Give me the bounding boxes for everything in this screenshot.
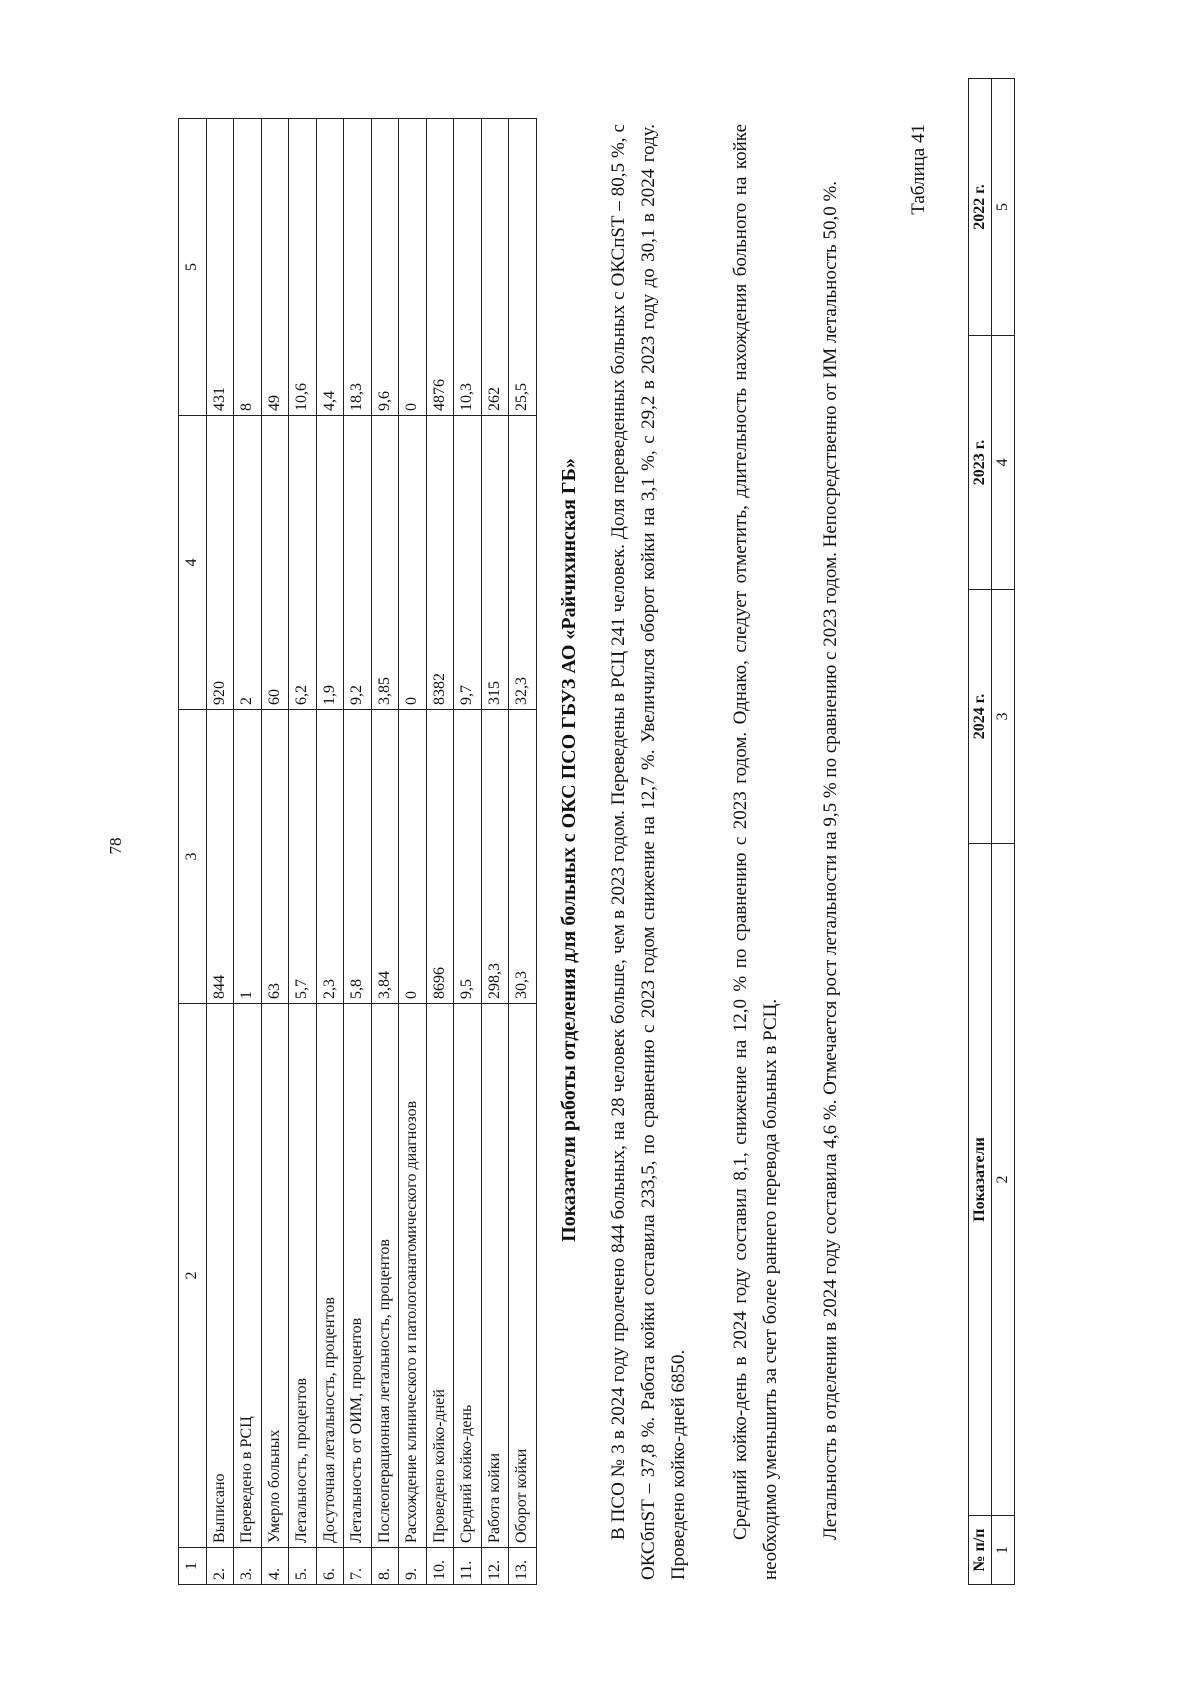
- value-2023: 9,2: [344, 416, 372, 710]
- value-2022: 0: [399, 119, 427, 416]
- table-row: [344, 119, 372, 1585]
- header-cell-indicators: Показатели: [969, 844, 992, 1516]
- indicator-name: Работа койки: [481, 1004, 509, 1548]
- table-row: [234, 119, 262, 1585]
- rotated-landscape-content: [160, 100, 1060, 1600]
- value-2022: 9,6: [371, 119, 399, 416]
- row-number: 9.: [399, 1548, 427, 1585]
- value-2023: 0: [399, 416, 427, 710]
- row-number: 2.: [206, 1548, 234, 1585]
- indicator-name: Летальность от ОИМ, процентов: [344, 1004, 372, 1548]
- value-2024: 9,5: [454, 710, 482, 1004]
- indicator-name: Выписано: [206, 1004, 234, 1548]
- row-number: 6.: [316, 1548, 344, 1585]
- value-2023: 1,9: [316, 416, 344, 710]
- table-row: [509, 119, 537, 1585]
- header-cell-2022: 2022 г.: [969, 79, 992, 336]
- header-cell: 4: [179, 416, 207, 710]
- header-cell-number: № п/п: [969, 1516, 992, 1585]
- value-2024: 0: [399, 710, 427, 1004]
- value-2022: 25,5: [509, 119, 537, 416]
- indicator-name: Послеоперационная летальность, процентов: [371, 1004, 399, 1548]
- table-row: [481, 119, 509, 1585]
- value-2023: 6,2: [289, 416, 317, 710]
- column-number: 4: [992, 336, 1015, 590]
- column-number: 2: [992, 844, 1015, 1516]
- header-cell: 1: [179, 1548, 207, 1585]
- value-2024: 2,3: [316, 710, 344, 1004]
- value-2022: 49: [261, 119, 289, 416]
- value-2024: 5,7: [289, 710, 317, 1004]
- table-row: [426, 119, 454, 1585]
- table-caption: Таблица 41: [908, 124, 929, 215]
- value-2024: 1: [234, 710, 262, 1004]
- column-number: 3: [992, 590, 1015, 844]
- indicator-name: Средний койко-день: [454, 1004, 482, 1548]
- row-number: 10.: [426, 1548, 454, 1585]
- value-2024: 844: [206, 710, 234, 1004]
- value-2022: 18,3: [344, 119, 372, 416]
- value-2023: 9,7: [454, 416, 482, 710]
- table-row: [206, 119, 234, 1585]
- value-2024: 30,3: [509, 710, 537, 1004]
- value-2022: 10,6: [289, 119, 317, 416]
- body-paragraph: Летальность в отделении в 2024 году составила 4,6 %. Отмечается рост летальности на 9,5 % по сравнению с 2023 годом. Непосредственно от ИМ летальность 50,0 %.: [820, 180, 841, 1540]
- table-row: [316, 119, 344, 1585]
- indicator-name: Проведено койко-дней: [426, 1004, 454, 1548]
- table-row: [289, 119, 317, 1585]
- page-number: 78: [106, 837, 125, 855]
- value-2023: 32,3: [509, 416, 537, 710]
- value-2022: 262: [481, 119, 509, 416]
- value-2024: 8696: [426, 710, 454, 1004]
- indicator-name: Оборот койки: [509, 1004, 537, 1548]
- value-2022: 4,4: [316, 119, 344, 416]
- row-number: 7.: [344, 1548, 372, 1585]
- row-number: 11.: [454, 1548, 482, 1585]
- header-cell-2023: 2023 г.: [969, 336, 992, 590]
- value-2022: 8: [234, 119, 262, 416]
- column-number: 1: [992, 1516, 1015, 1585]
- value-2023: 920: [206, 416, 234, 710]
- value-2022: 431: [206, 119, 234, 416]
- table-row: [371, 119, 399, 1585]
- table-row: [261, 119, 289, 1585]
- body-paragraph: Средний койко-день в 2024 году составил 8,1, снижение на 12,0 % по сравнению с 2023 годом. Однако, следует отметить, длительность нахождения больного на койке необходимо уменьшить за счет более раннего перевода больных в РСЦ.: [730, 124, 781, 1580]
- stats-table: [178, 118, 537, 1585]
- indicator-name: Летальность, процентов: [289, 1004, 317, 1548]
- value-2023: 2: [234, 416, 262, 710]
- row-number: 3.: [234, 1548, 262, 1585]
- table-header-row: [179, 119, 207, 1585]
- row-number: 5.: [289, 1548, 317, 1585]
- indicator-name: Расхождение клинического и патологоанатомического диагнозов: [399, 1004, 427, 1548]
- value-2024: 63: [261, 710, 289, 1004]
- value-2024: 3,84: [371, 710, 399, 1004]
- column-number-row: [992, 79, 1015, 1585]
- value-2023: 60: [261, 416, 289, 710]
- value-2023: 315: [481, 416, 509, 710]
- row-number: 13.: [509, 1548, 537, 1585]
- section-heading: Показатели работы отделения для больных с ОКС ПСО ГБУЗ АО «Райчихинская ГБ»: [558, 458, 580, 1242]
- value-2024: 298,3: [481, 710, 509, 1004]
- table-row: [399, 119, 427, 1585]
- value-2024: 5,8: [344, 710, 372, 1004]
- table-row: [454, 119, 482, 1585]
- value-2023: 3,85: [371, 416, 399, 710]
- header-cell-2024: 2024 г.: [969, 590, 992, 844]
- table-header-row: [969, 79, 992, 1585]
- row-number: 8.: [371, 1548, 399, 1585]
- header-cell: 2: [179, 1004, 207, 1548]
- body-paragraph: В ПСО № 3 в 2024 году пролечено 844 больных, на 28 человек больше, чем в 2023 годом. Переведены в РСЦ 241 человек. Доля переведенных больных с ОКСпST – 80,5 %, с ОКСбпST – 37,8 %. Работа койки составила 233,5, по сравнению с 2023 годом снижение на 12,7 %. Увеличился оборот койки на 3,1 %, с 29,2 в 2023 году до 30,1 в 2024 году. Проведено койко-дней 6850.: [608, 124, 689, 1580]
- row-number: 4.: [261, 1548, 289, 1585]
- header-cell: 3: [179, 710, 207, 1004]
- indicator-name: Умерло больных: [261, 1004, 289, 1548]
- indicator-name: Досуточная летальность, процентов: [316, 1004, 344, 1548]
- value-2022: 10,3: [454, 119, 482, 416]
- row-number: 12.: [481, 1548, 509, 1585]
- value-2023: 8382: [426, 416, 454, 710]
- table-41: [968, 78, 1015, 1585]
- column-number: 5: [992, 79, 1015, 336]
- header-cell: 5: [179, 119, 207, 416]
- indicator-name: Переведено в РСЦ: [234, 1004, 262, 1548]
- value-2022: 4876: [426, 119, 454, 416]
